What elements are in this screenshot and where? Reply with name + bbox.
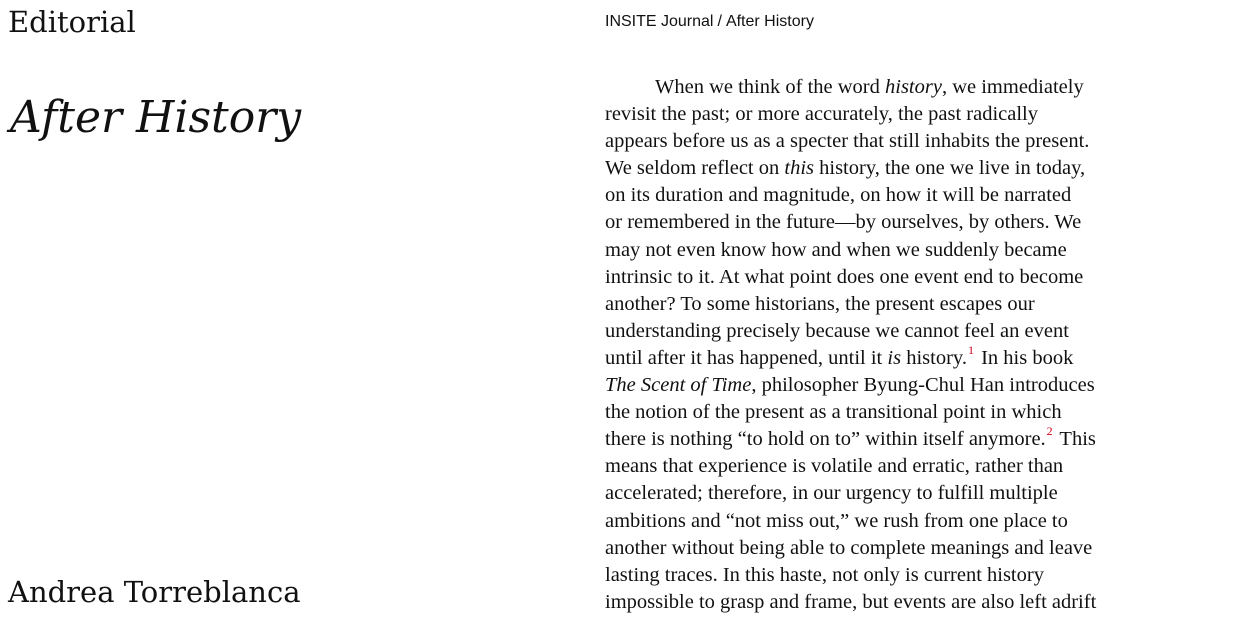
breadcrumb-separator: / [717,13,722,30]
footnote-2-link[interactable]: 2 [1046,424,1053,439]
body-line: or remembered in the future—by ourselves, by others. We [605,211,1082,234]
body-line: appears before us as a specter that still inhabits the present. [605,130,1090,153]
section-label: Editorial [8,5,136,39]
body-line: there is nothing “to hold on to” within itself anymore.$^2$ This [605,424,1096,451]
footnote-1-link[interactable]: 1 [967,343,974,358]
article-title: After History [10,92,302,143]
breadcrumb-current: After History [725,13,814,30]
body-line: accelerated; therefore, in our urgency to fulfill multiple [605,482,1058,505]
body-line: intrinsic to it. At what point does one event end to become [605,265,1084,288]
body-line: on its duration and magnitude, on how it will be narrated [605,184,1072,207]
body-line: lasting traces. In this haste, not only is current history [605,563,1044,586]
body-line: the notion of the present as a transitional point in which [605,401,1062,424]
body-line: revisit the past; or more accurately, the past radically [605,103,1038,126]
body-line: means that experience is volatile and erratic, rather than [605,455,1064,478]
body-line: may not even know how and when we suddenly became [605,238,1067,261]
body-line: When we think of the word history, we immediately [655,76,1084,98]
article-body [605,74,1125,616]
body-line: The Scent of Time, philosopher Byung-Chul Han introduces [605,374,1095,397]
body-line: ambitions and “not miss out,” we rush from one place to [605,509,1068,532]
body-line: another? To some historians, the present escapes our [605,292,1035,315]
body-line: until after it has happened, until it is history.$^1$ In his book [605,343,1074,369]
body-line: impossible to grasp and frame, but events are also left adrift [605,590,1097,613]
breadcrumb [605,12,814,32]
breadcrumb-journal[interactable]: INSITE Journal [605,13,714,30]
body-line: understanding precisely because we cannot feel an event [605,319,1069,342]
body-line: We seldom reflect on this history, the one we live in today, [605,157,1086,180]
author-name: Andrea Torreblanca [8,575,301,609]
body-line: another without being able to complete meanings and leave [605,536,1093,559]
